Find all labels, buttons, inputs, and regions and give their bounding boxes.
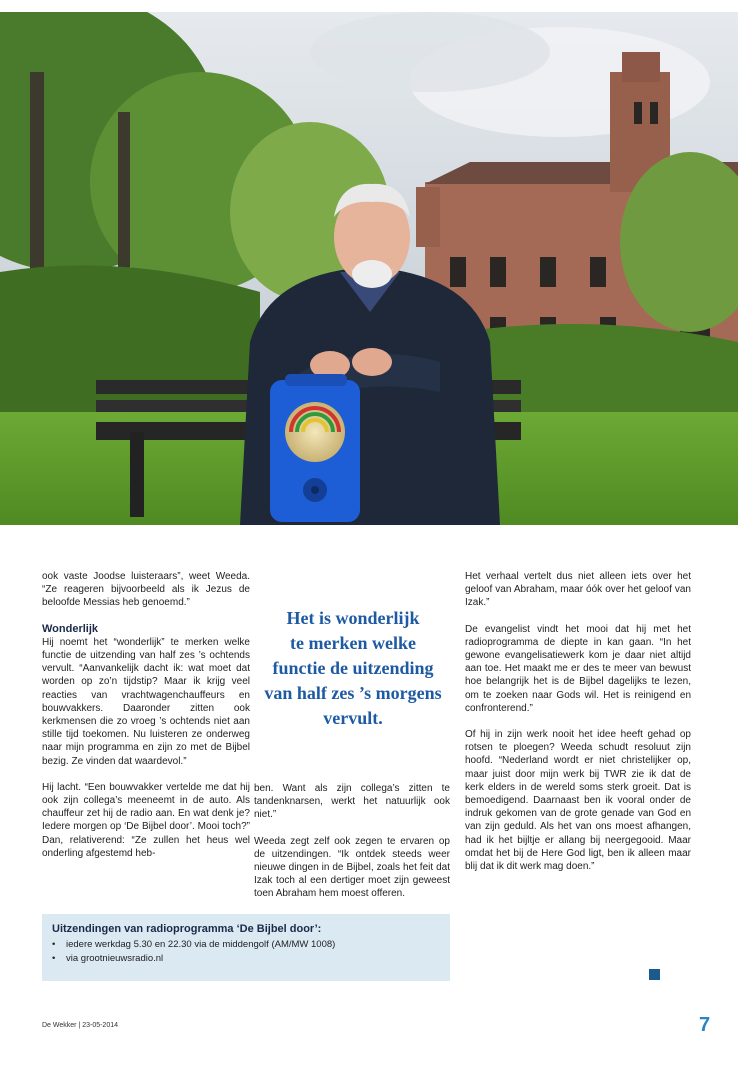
paragraph: Weeda zegt zelf ook zegen te ervaren op de uitzendingen. “Ik ontdek steeds weer nieuwe dingen in de Bijbel, zoals het feit dat Izak toch al een dertiger moet zijn geweest toen Abraham hem moest offeren.	[254, 835, 450, 900]
pull-quote	[252, 606, 454, 731]
paragraph: De evangelist vindt het mooi dat hij met het radioprogramma de diepte in kan gaan. “In het gewone evangelisatiewerk kom je daar niet altijd aan toe. Het maakt me er des te meer van bewust hoe belangrijk het is de Bijbel dagelijks te lezen, om te zoeken naar Gods wil. Het is reinigend en confronterend.”	[465, 623, 691, 714]
paragraph: ben. Want als zijn collega’s zitten te tandenknarsen, werkt het natuurlijk ook niet.”	[254, 783, 450, 821]
paragraph: Of hij in zijn werk nooit het idee heeft gehad op rotsen te ploegen? Weeda schudt resoluut zijn hoofd. “Nederland wordt er niet christelijker op, maar juist door mijn werk bij TWR zie ik dat de kerk elders in de wereld soms sterk groeit. Dat is bemoedigend. Daarnaast ben ik vooral onder de indruk gekomen van de grote genade van God en van zijn geduld. Als het van ons moest afhangen, had ik het bijltje er allang bij neergegooid. Maar omdat het bij de Here God ligt, ben ik alleen maar blij dat ik dit werk mag doen.”	[465, 729, 691, 873]
list-item-text: iedere werkdag 5.30 en 22.30 via de middengolf (AM/MW 1008)	[66, 939, 336, 950]
list-item-text: via grootnieuwsradio.nl	[66, 953, 164, 964]
paragraph: ook vaste Joodse luisteraars”, weet Weeda. “Ze reageren bijvoorbeeld als ik Jezus de beloofde Messias heb genoemd.”	[42, 571, 250, 609]
article-photo	[0, 12, 738, 525]
page-number: 7	[699, 1014, 711, 1036]
column-right	[465, 570, 691, 886]
radio	[270, 374, 360, 522]
publication-footer: De Wekker | 23-05-2014	[42, 1022, 119, 1029]
pull-quote-line: Het is wonderlijk	[286, 608, 420, 628]
bullet-icon: •	[52, 953, 56, 964]
pull-quote-line: functie de uitzending	[272, 658, 434, 678]
broadcast-info-box	[42, 914, 450, 981]
paragraph: Hij noemt het “wonderlijk” te merken welke functie de uitzending van half zes ’s ochtends vervult. “Aanvankelijk dacht ik: wat moet dat worden op zo’n tijdstip? Maar ik krijg veel reacties van vrachtwagenchauffeurs en bouwvakkers. Daaronder zitten ook kerkmensen die zo vroeg ’s ochtends niet aan stille tijd toekomen. Nu luisteren ze onderweg naar mijn programma en zijn zo met de Bijbel bezig. Ze vinden dat waardevol.”	[42, 636, 250, 767]
paragraph: Hij lacht. “Een bouwvakker vertelde me dat hij ook zijn collega’s meeneemt in de auto. Als chauffeur zet hij de radio aan. En wat denk je? Iedere morgen op ‘De Bijbel door’. Mooi toch?” Dan, relativerend: “Ze zullen het heus wel onderling afgestemd heb-	[42, 781, 250, 859]
pull-quote-line: te merken welke	[290, 633, 416, 653]
paragraph: Het verhaal vertelt dus niet alleen iets over het geloof van Abraham, maar óók over het geloof van Izak.”	[465, 571, 691, 609]
pull-quote-line: vervult.	[323, 708, 383, 728]
end-of-article-icon	[649, 969, 660, 980]
list-item	[52, 938, 440, 952]
info-box-title: Uitzendingen van radioprogramma ‘De Bijbel door’:	[52, 923, 322, 935]
column-middle	[254, 782, 450, 914]
bullet-icon: •	[52, 939, 56, 950]
section-heading: Wonderlijk	[42, 622, 99, 635]
list-item	[52, 952, 440, 966]
pull-quote-line: van half zes ’s morgens	[264, 683, 442, 703]
broadcast-list	[52, 938, 440, 966]
column-left	[42, 570, 250, 873]
